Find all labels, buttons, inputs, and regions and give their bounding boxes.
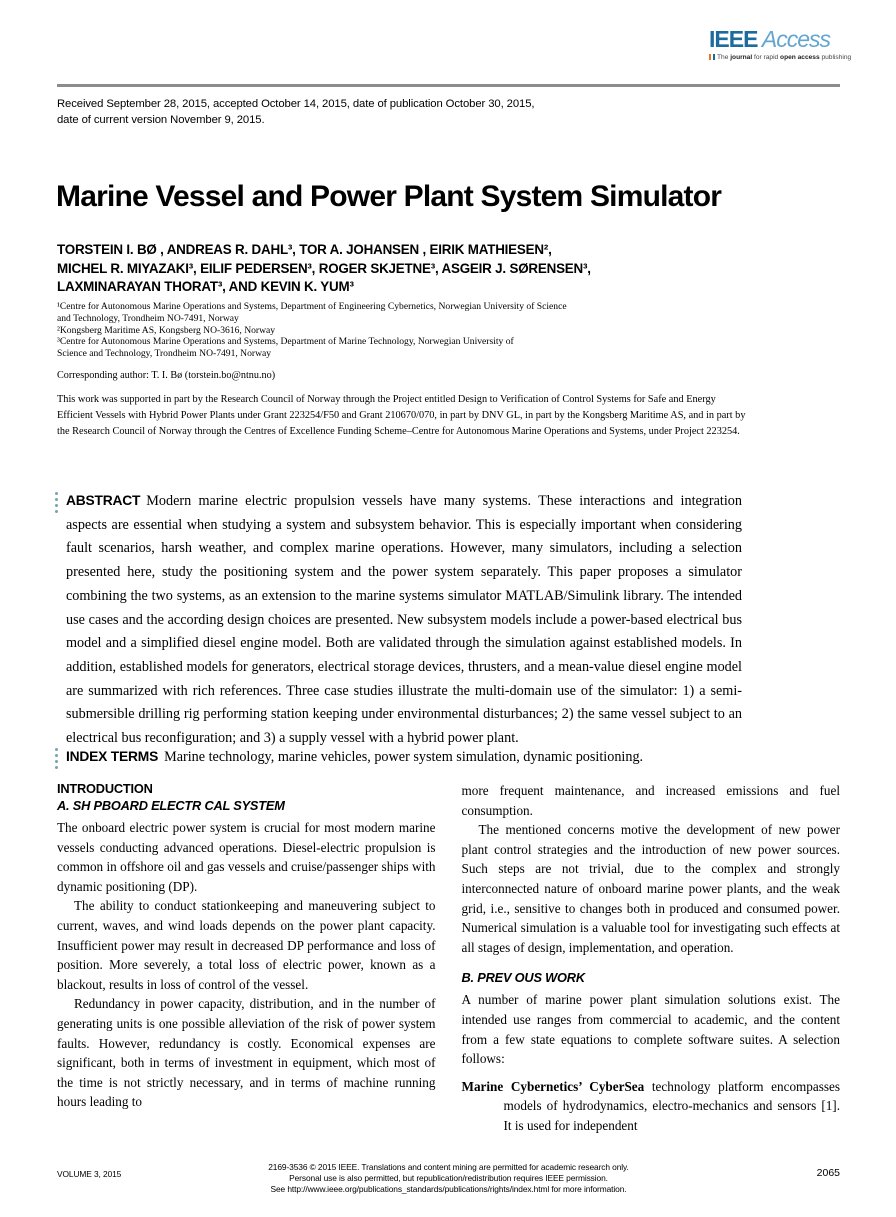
corresponding-author: Corresponding author: T. I. Bø (torstein.bo@ntnu.no)	[57, 370, 276, 381]
tagline-text-bold: open access	[780, 54, 820, 61]
index-terms-body: Marine technology, marine vehicles, power system simulation, dynamic positioning.	[164, 749, 644, 765]
logo-tagline	[709, 54, 852, 61]
subsection-heading-previous-work: B. PREV OUS WORK	[461, 970, 585, 986]
affiliation-line: ³Centre for Autonomous Marine Operations and Systems, Department of Marine Technology, Norwegian University of	[57, 336, 514, 348]
author-line: TORSTEIN I. BØ , ANDREAS R. DAHL³, TOR A. JOHANSEN , EIRIK MATHIESEN²,	[57, 242, 552, 257]
entry-marine-cybernetics	[462, 1077, 841, 1136]
left-column	[57, 781, 436, 1136]
index-terms-label: INDEX TERMS	[66, 749, 159, 764]
body-paragraph: more frequent maintenance, and increased emissions and fuel consumption.	[461, 783, 840, 818]
section-heading-introduction: INTRODUCTION	[57, 781, 153, 796]
received-line: Received September 28, 2015, accepted October 14, 2015, date of publication October 30, 2015,	[57, 98, 535, 110]
author-list	[57, 241, 837, 297]
author-line: MICHEL R. MIYAZAKI³, EILIF PEDERSEN³, ROGER SKJETNE³, ASGEIR J. SØRENSEN³,	[57, 260, 591, 276]
footer-copyright-line: Personal use is also permitted, but republication/redistribution requires IEEE permission.	[289, 1172, 608, 1183]
body-paragraph: The mentioned concerns motive the development of new power plant control strategies and the introduction of new power sources. Such steps are not trivial, due to the complex and strongly interconnected nature of onboard marine power plants, and the weak grid, i.e., sensitive to changes both in produced and consumed power. Numerical simulation is a valuable tool for investigating such effects at all stages of design, implementation, and operation.	[461, 822, 840, 955]
index-terms-section	[55, 745, 742, 770]
body-paragraph: The onboard electric power system is crucial for most modern marine vessels conducting advanced operations. Diesel-electric propulsion is common in offshore oil and gas vessels and cruise/passenger ships with dynamic positioning (DP).	[57, 820, 436, 894]
abstract-body: Modern marine electric propulsion vessels have many systems. These interactions and integration aspects are essential when studying a system and subsystem behavior. This is especially important when considering fault scenarios, harsh weather, and complex marine operations. However, many simulators, including a selection presented here, study the positioning system and the power system separately. This paper proposes a simulator combining the two systems, as an extension to the marine systems simulator MATLAB/Simulink library. The intended use cases and the according design choices are presented. New subsystem models include a power-based electrical bus model and a simplified diesel engine model. Both are validated through the simulation against established models. In addition, established models for generators, electrical storage devices, thrusters, and a mean-value diesel engine model are summarized with rich references. Three case studies illustrate the multi-domain use of the simulator: 1) a semi-submersible drilling rig performing station keeping under environmental disturbances; 2) the same vessel subject to an electrical bus reconfiguration; and 3) a supply vessel with a hybrid power plant.	[66, 493, 742, 747]
affiliation-list	[57, 301, 757, 360]
received-line: date of current version November 9, 2015.	[57, 113, 265, 126]
page-footer	[0, 1162, 896, 1194]
footer-copyright	[197, 1162, 700, 1194]
tagline-text: for rapid	[752, 54, 781, 61]
tagline-tick-icon	[713, 54, 715, 60]
funding-note: This work was supported in part by the Research Council of Norway through the Project entitled Design to Verification of Control Systems for Safe and Energy Efficient Vessels with Hybrid Power Plants under Grant 223254/F50 and Grant 210670/070, in part by DNV GL, in part by the Kongsberg Maritime AS, and in part by the Research Council of Norway through the Centres of Excellence Funding Scheme–Centre for Autonomous Marine Operations and Systems, under Project 223254.	[57, 394, 746, 437]
body-paragraph: A number of marine power plant simulation solutions exist. The intended use ranges from commercial to academic, and the content from a few state equations to complete software suites. A selection follows:	[461, 992, 840, 1067]
right-column	[462, 781, 841, 1136]
index-terms-text	[66, 745, 742, 770]
two-column-body	[57, 781, 840, 1136]
ieee-logo-text: IEEE	[709, 26, 758, 52]
entry-lead-bold: Marine Cybernetics’ CyberSea	[461, 1078, 645, 1094]
subsection-heading-shipboard-electrical-system: A. SH PBOARD ELECTR CAL SYSTEM	[57, 798, 285, 813]
footer-page-number: 2065	[816, 1167, 840, 1179]
ieee-access-logo	[709, 26, 852, 61]
article-title: Marine Vessel and Power Plant System Simulator	[56, 180, 722, 213]
dotted-rule-icon	[55, 492, 58, 513]
dotted-rule-icon	[55, 748, 58, 769]
tagline-text-bold: journal	[730, 54, 753, 61]
abstract-label: ABSTRACT	[66, 493, 141, 508]
abstract-text	[66, 489, 742, 751]
access-logo-text: Access	[761, 26, 831, 52]
body-paragraph: The ability to conduct stationkeeping and maneuvering subject to current, waves, and wind loads depends on the power plant capacity. Insufficient power may result in decreased DP performance and loss of position. More severely, a total loss of electric power, known as a blackout, results in loss of control of the vessel.	[57, 898, 436, 992]
footer-copyright-line: See http://www.ieee.org/publications_standards/publications/rights/index.html for more information.	[270, 1183, 627, 1194]
abstract-section	[55, 489, 742, 751]
affiliation-line: and Technology, Trondheim NO-7491, Norway	[57, 312, 239, 324]
masthead-divider	[57, 84, 840, 87]
affiliation-line: ²Kongsberg Maritime AS, Kongsberg NO-3616, Norway	[57, 324, 276, 336]
ieee-access-wordmark	[709, 26, 839, 53]
footer-volume: VOLUME 3, 2015	[57, 1169, 122, 1179]
tagline-text: publishing	[819, 54, 852, 61]
affiliation-line: ¹Centre for Autonomous Marine Operations and Systems, Department of Engineering Cybernetics, Norwegian University of Science	[57, 301, 567, 312]
affiliation-line: Science and Technology, Trondheim NO-7491, Norway	[57, 348, 272, 360]
entry-rest: technology platform encompasses models of hydrodynamics, electro-mechanics and sensors [1]. It is used for independent	[503, 1078, 840, 1133]
footer-copyright-line: 2169-3536 © 2015 IEEE. Translations and content mining are permitted for academic research only.	[268, 1162, 629, 1172]
tagline-tick-icon	[709, 54, 711, 60]
tagline-text: The	[717, 54, 731, 61]
received-dates	[57, 97, 534, 128]
body-paragraph: Redundancy in power capacity, distribution, and in the number of generating units is one possible alleviation of the risk of power system faults. However, redundancy is costly. Economical expenses are significant, both in terms of investment in equipment, which most of the time is not strictly necessary, and in terms of machine running hours leading to	[57, 996, 436, 1110]
author-line: LAXMINARAYAN THORAT³, AND KEVIN K. YUM³	[57, 279, 354, 295]
